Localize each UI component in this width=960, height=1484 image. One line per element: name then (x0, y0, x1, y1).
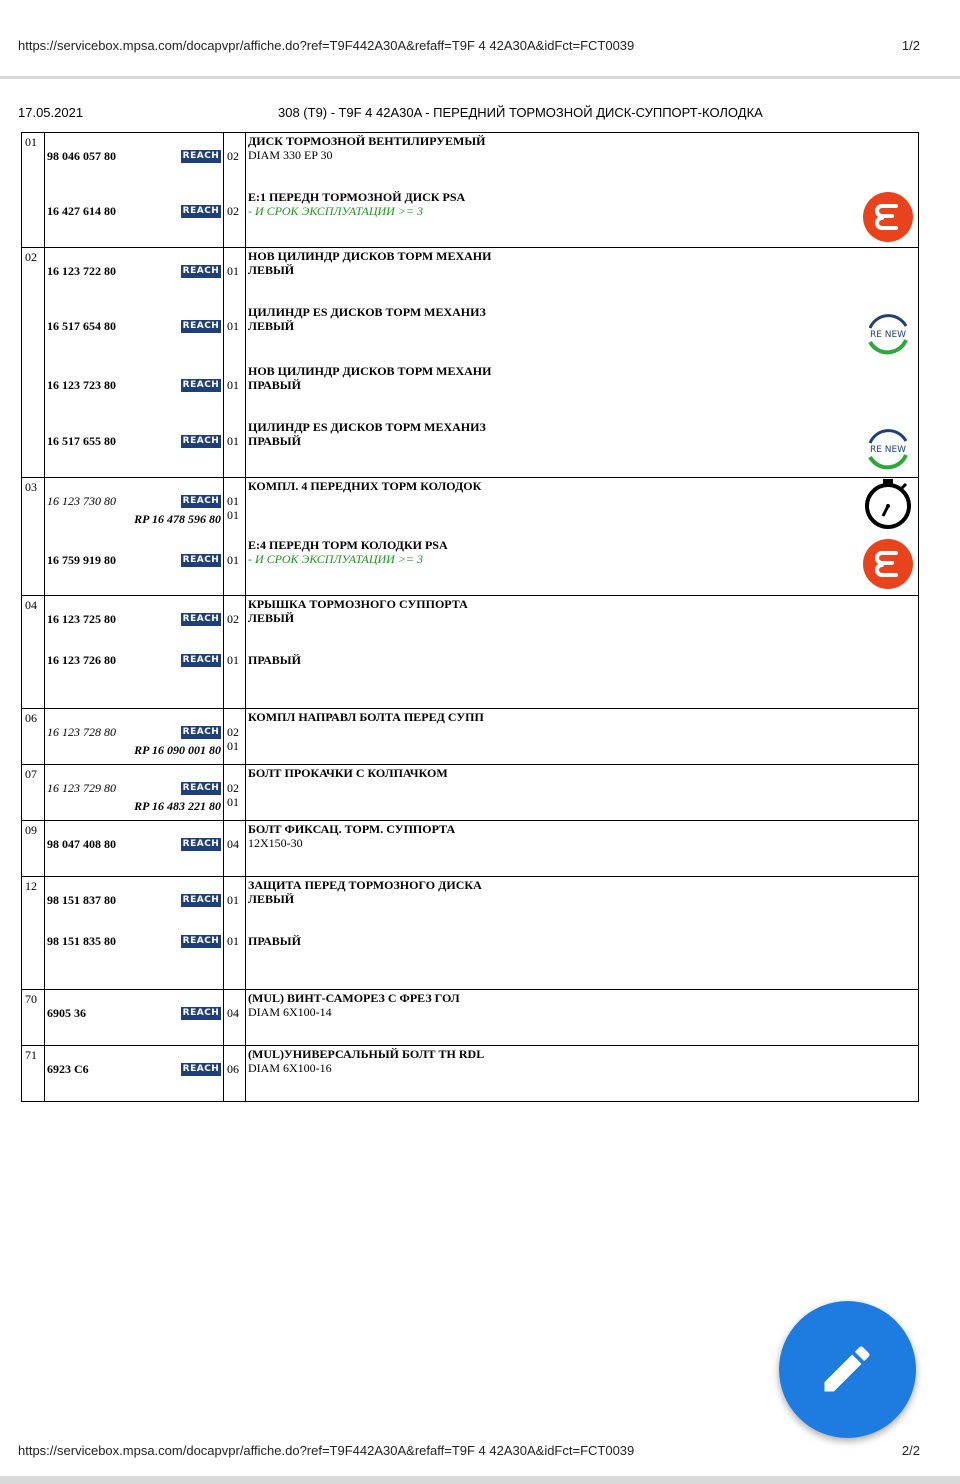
reach-badge: REACH (182, 839, 220, 849)
description-side: ПРАВЫЙ (248, 653, 301, 667)
description-title: E:4 ПЕРЕДН ТОРМ КОЛОДКИ PSA (248, 538, 448, 552)
part-number[interactable]: 16 759 919 80 (47, 553, 116, 567)
quantity: 04 (227, 1006, 239, 1020)
part-ref-cell (45, 990, 224, 1046)
description-cell (246, 248, 919, 478)
eurorepar-logo (862, 191, 914, 247)
replacement-part-number[interactable]: RP 16 483 221 80 (134, 799, 221, 813)
page-bottom-bar (0, 1476, 960, 1484)
description-cell (246, 709, 919, 765)
part-number[interactable]: 98 047 408 80 (47, 837, 116, 851)
description-title: (MUL)УНИВЕРСАЛЬНЫЙ БОЛТ TH RDL (248, 1047, 485, 1061)
group-number: 70 (22, 990, 45, 1046)
part-ref-cell (45, 133, 224, 248)
document-date: 17.05.2021 (18, 105, 84, 120)
part-number[interactable]: 6923 C6 (47, 1062, 89, 1076)
document-title: 308 (T9) - T9F 4 42A30A - ПЕРЕДНИЙ ТОРМОЗНОЙ ДИСК-СУППОРТ-КОЛОДКА (278, 105, 763, 120)
description-title: ЦИЛИНДР ES ДИСКОВ ТОРМ МЕХАНИЗ (248, 305, 486, 319)
group-number: 12 (22, 877, 45, 990)
parts-group-row (22, 248, 919, 478)
description-title: БОЛТ ФИКСАЦ. ТОРМ. СУППОРТА (248, 822, 456, 836)
quantity-cell (224, 133, 246, 248)
description-cell (246, 478, 919, 596)
description-detail: 12X150-30 (248, 836, 303, 850)
part-description (248, 822, 455, 850)
part-number[interactable]: 16 427 614 80 (47, 204, 116, 218)
description-title: БОЛТ ПРОКАЧКИ С КОЛПАЧКОМ (248, 766, 448, 780)
description-detail: DIAM 6X100-14 (248, 1005, 332, 1019)
quantity-cell (224, 1046, 246, 1102)
part-number[interactable]: 16 123 726 80 (47, 653, 116, 667)
reach-badge: REACH (182, 380, 220, 390)
part-description (248, 653, 301, 667)
parts-table (21, 132, 919, 1102)
description-side: ЛЕВЫЙ (248, 892, 295, 906)
reach-badge: REACH (182, 895, 220, 905)
quantity: 04 (227, 837, 239, 851)
part-number[interactable]: 16 123 728 80 (47, 725, 116, 739)
part-description (248, 364, 491, 392)
part-number[interactable]: 98 151 837 80 (47, 893, 116, 907)
part-description (248, 190, 465, 218)
part-description (248, 934, 301, 948)
svg-text:RE NEW: RE NEW (869, 445, 907, 455)
quantity-cell (224, 877, 246, 990)
group-number: 02 (22, 248, 45, 478)
part-number[interactable]: 16 123 729 80 (47, 781, 116, 795)
quantity: 02 (227, 725, 239, 739)
description-title: E:1 ПЕРЕДН ТОРМОЗНОЙ ДИСК PSA (248, 190, 466, 204)
description-detail: DIAM 330 EP 30 (248, 148, 333, 162)
quantity: 01 (227, 893, 239, 907)
header-url: https://servicebox.mpsa.com/docapvpr/affiche.do?ref=T9F442A30A&refaff=T9F 4 42A30A&idFct=FCT0039 (18, 38, 635, 53)
part-number[interactable]: 6905 36 (47, 1006, 86, 1020)
part-number[interactable]: 16 123 723 80 (47, 378, 116, 392)
description-side: ЛЕВЫЙ (248, 319, 295, 333)
reach-badge: REACH (182, 321, 220, 331)
part-description (248, 766, 448, 780)
reach-badge: REACH (182, 266, 220, 276)
reach-badge: REACH (182, 614, 220, 624)
description-cell (246, 765, 919, 821)
group-number: 04 (22, 596, 45, 709)
description-title: ДИСК ТОРМОЗНОЙ ВЕНТИЛИРУЕМЫЙ (248, 134, 486, 148)
page-header (18, 38, 920, 53)
eurorepar-icon (862, 538, 914, 590)
description-detail: DIAM 6X100-16 (248, 1061, 332, 1075)
part-description (248, 134, 485, 162)
renew-icon (862, 308, 914, 360)
description-cell (246, 596, 919, 709)
quantity-replacement: 01 (227, 795, 239, 809)
part-ref-cell (45, 596, 224, 709)
quantity: 02 (227, 781, 239, 795)
description-side: ЛЕВЫЙ (248, 611, 295, 625)
header-page-number: 1/2 (901, 38, 920, 53)
parts-group-row (22, 990, 919, 1046)
quantity-replacement: 01 (227, 739, 239, 753)
part-number[interactable]: 16 123 722 80 (47, 264, 116, 278)
quantity: 01 (227, 553, 239, 567)
description-side: ПРАВЫЙ (248, 378, 301, 392)
description-title: НОВ ЦИЛИНДР ДИСКОВ ТОРМ МЕХАНИ (248, 249, 492, 263)
description-title: (MUL) ВИНТ-САМОРЕЗ С ФРЕЗ ГОЛ (248, 991, 460, 1005)
description-title: КРЫШКА ТОРМОЗНОГО СУППОРТА (248, 597, 468, 611)
quantity-cell (224, 248, 246, 478)
description-detail: - И СРОК ЭКСПЛУАТАЦИИ >= 3 (248, 204, 424, 218)
part-description (248, 597, 468, 625)
page-footer (18, 1443, 920, 1458)
footer-url: https://servicebox.mpsa.com/docapvpr/affiche.do?ref=T9F442A30A&refaff=T9F 4 42A30A&idFct=FCT0039 (18, 1443, 635, 1458)
quantity-cell (224, 990, 246, 1046)
group-number: 07 (22, 765, 45, 821)
quantity: 01 (227, 934, 239, 948)
description-title: НОВ ЦИЛИНДР ДИСКОВ ТОРМ МЕХАНИ (248, 364, 492, 378)
description-cell (246, 1046, 919, 1102)
description-detail: - И СРОК ЭКСПЛУАТАЦИИ >= 3 (248, 552, 424, 566)
description-side: ПРАВЫЙ (248, 434, 301, 448)
part-number[interactable]: 16 517 655 80 (47, 434, 116, 448)
reach-badge: REACH (182, 727, 220, 737)
description-cell (246, 877, 919, 990)
quantity: 02 (227, 612, 239, 626)
part-number[interactable]: 16 517 654 80 (47, 319, 116, 333)
eurorepar-logo (862, 538, 914, 594)
quantity: 02 (227, 149, 239, 163)
group-number: 06 (22, 709, 45, 765)
replacement-part-number[interactable]: RP 16 478 596 80 (134, 512, 221, 526)
reach-badge: REACH (182, 206, 220, 216)
quantity: 06 (227, 1062, 239, 1076)
quantity: 01 (227, 378, 239, 392)
quantity: 01 (227, 434, 239, 448)
part-ref-cell (45, 1046, 224, 1102)
reach-badge: REACH (182, 496, 220, 506)
parts-group-row (22, 133, 919, 248)
renew-icon (862, 423, 914, 475)
part-description (248, 710, 484, 724)
group-number: 09 (22, 821, 45, 877)
quantity-cell (224, 478, 246, 596)
part-ref-cell (45, 877, 224, 990)
description-title: ЗАЩИТА ПЕРЕД ТОРМОЗНОГО ДИСКА (248, 878, 482, 892)
part-description (248, 1047, 484, 1075)
group-number: 71 (22, 1046, 45, 1102)
description-cell (246, 133, 919, 248)
part-number[interactable]: 16 123 730 80 (47, 494, 116, 508)
footer-page-number: 2/2 (901, 1443, 920, 1458)
description-side: ПРАВЫЙ (248, 934, 301, 948)
reach-badge: REACH (182, 436, 220, 446)
quantity-cell (224, 765, 246, 821)
quantity-replacement: 01 (227, 508, 239, 522)
stopwatch-icon (862, 477, 914, 529)
parts-group-row (22, 478, 919, 596)
part-description (248, 878, 482, 906)
description-title: КОМПЛ. 4 ПЕРЕДНИХ ТОРМ КОЛОДОК (248, 479, 482, 493)
reach-badge: REACH (182, 151, 220, 161)
part-number[interactable]: 16 123 725 80 (47, 612, 116, 626)
reach-badge: REACH (182, 1008, 220, 1018)
part-ref-cell (45, 709, 224, 765)
parts-group-row (22, 709, 919, 765)
reach-badge: REACH (182, 936, 220, 946)
description-cell (246, 990, 919, 1046)
parts-group-row (22, 877, 919, 990)
quantity-cell (224, 596, 246, 709)
group-number: 01 (22, 133, 45, 248)
part-number[interactable]: 98 151 835 80 (47, 934, 116, 948)
parts-group-row (22, 596, 919, 709)
part-number[interactable]: 98 046 057 80 (47, 149, 116, 163)
part-description (248, 991, 460, 1019)
description-title: КОМПЛ НАПРАВЛ БОЛТА ПЕРЕД СУПП (248, 710, 484, 724)
part-ref-cell (45, 821, 224, 877)
description-title: ЦИЛИНДР ES ДИСКОВ ТОРМ МЕХАНИЗ (248, 420, 486, 434)
quantity: 01 (227, 319, 239, 333)
reach-badge: REACH (182, 783, 220, 793)
edit-fab-button[interactable] (779, 1301, 916, 1438)
description-side: ЛЕВЫЙ (248, 263, 295, 277)
pencil-icon (817, 1339, 877, 1399)
part-ref-cell (45, 248, 224, 478)
description-cell (246, 821, 919, 877)
quantity-cell (224, 709, 246, 765)
quantity: 01 (227, 264, 239, 278)
stopwatch-logo (862, 477, 914, 533)
part-ref-cell (45, 765, 224, 821)
replacement-part-number[interactable]: RP 16 090 001 80 (134, 743, 221, 757)
quantity-cell (224, 821, 246, 877)
parts-group-row (22, 1046, 919, 1102)
parts-group-row (22, 765, 919, 821)
reach-badge: REACH (182, 555, 220, 565)
part-description (248, 249, 491, 277)
svg-text:RE NEW: RE NEW (869, 330, 907, 340)
eurorepar-icon (862, 191, 914, 243)
quantity: 01 (227, 494, 239, 508)
quantity: 02 (227, 204, 239, 218)
part-description (248, 305, 486, 333)
reach-badge: REACH (182, 1064, 220, 1074)
renew-logo (862, 423, 914, 479)
part-description (248, 538, 448, 566)
part-description (248, 479, 481, 493)
part-ref-cell (45, 478, 224, 596)
part-description (248, 420, 486, 448)
quantity: 01 (227, 653, 239, 667)
parts-group-row (22, 821, 919, 877)
renew-logo (862, 308, 914, 364)
reach-badge: REACH (182, 655, 220, 665)
group-number: 03 (22, 478, 45, 596)
page-separator (0, 76, 960, 79)
